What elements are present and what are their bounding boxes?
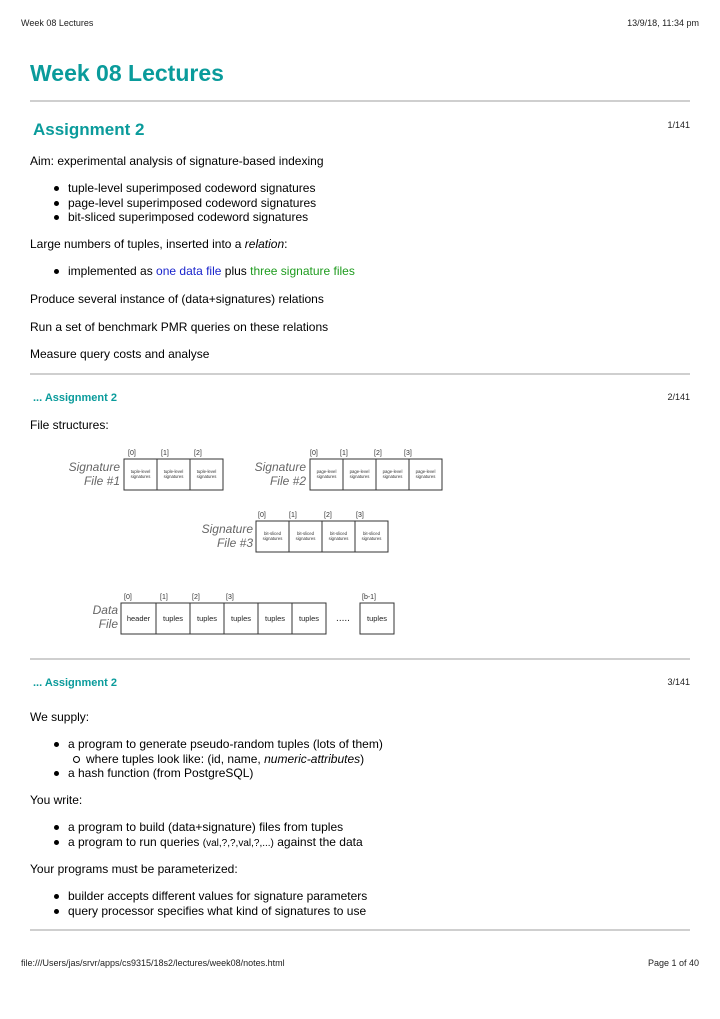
list-item: page-level superimposed codeword signatures bbox=[30, 196, 316, 211]
data-index-3: [3] bbox=[226, 594, 234, 601]
sig1-index-0: [0] bbox=[128, 450, 136, 457]
data-file-highlight: one data file bbox=[156, 264, 222, 278]
write-list bbox=[30, 820, 363, 851]
list-item: a program to generate pseudo-random tuples (lots of them) bbox=[30, 737, 383, 752]
sig1-cell-text: tuple-level bbox=[130, 469, 151, 474]
sig3-index-0: [0] bbox=[258, 512, 266, 519]
sig1-index-1: [1] bbox=[161, 450, 169, 457]
sig3-cell-text: signatures bbox=[262, 536, 283, 541]
list-item: bit-sliced superimposed codeword signatures bbox=[30, 210, 316, 225]
data-ellipsis: ..... bbox=[336, 613, 350, 624]
sig1-cell-text: signatures bbox=[196, 474, 217, 479]
sig2-index-3: [3] bbox=[404, 450, 412, 457]
sig2-index-0: [0] bbox=[310, 450, 318, 457]
data-label-1: Data bbox=[92, 603, 118, 617]
list-item: query processor specifies what kind of signatures to use bbox=[30, 904, 367, 919]
sig2-index-2: [2] bbox=[374, 450, 382, 457]
slide-3-number: 3/141 bbox=[667, 677, 690, 687]
slide-3-title: ... Assignment 2 bbox=[33, 677, 117, 689]
sig1-label-1: Signature bbox=[68, 460, 120, 474]
sig1-index-2: [2] bbox=[194, 450, 202, 457]
divider bbox=[30, 658, 690, 660]
data-label-2: File bbox=[98, 617, 118, 631]
sig3-cell-text: signatures bbox=[361, 536, 382, 541]
sig3-index-3: [3] bbox=[356, 512, 364, 519]
data-cell-tuples: tuples bbox=[298, 614, 320, 623]
sig2-cell-text: signatures bbox=[415, 474, 436, 479]
sig3-index-2: [2] bbox=[324, 512, 332, 519]
sig3-label-1: Signature bbox=[201, 522, 253, 536]
data-index-1: [1] bbox=[160, 594, 168, 601]
data-index-last: [b-1] bbox=[362, 594, 377, 601]
sig2-cell-text: page-level bbox=[382, 469, 403, 474]
divider bbox=[30, 373, 690, 375]
impl-list bbox=[30, 264, 355, 279]
sig3-label-2: File #3 bbox=[216, 536, 253, 550]
list-item: builder accepts different values for signature parameters bbox=[30, 889, 367, 904]
browser-datetime: 13/9/18, 11:34 pm bbox=[627, 18, 699, 28]
produce-text: Produce several instance of (data+signatures) relations bbox=[30, 292, 324, 306]
page-title: Week 08 Lectures bbox=[30, 60, 224, 86]
supply-list bbox=[30, 737, 383, 781]
sig2-label-2: File #2 bbox=[269, 474, 306, 488]
sig1-cell-text: signatures bbox=[163, 474, 184, 479]
you-write-text: You write: bbox=[30, 793, 83, 807]
param-list bbox=[30, 889, 367, 918]
list-item: tuple-level superimposed codeword signatures bbox=[30, 181, 316, 196]
data-index-0: [0] bbox=[124, 594, 132, 601]
sig2-cell-text: signatures bbox=[382, 474, 403, 479]
file-structures-diagram bbox=[68, 445, 436, 640]
data-cell-tuples: tuples bbox=[230, 614, 252, 623]
data-cell-tuples: tuples bbox=[162, 614, 184, 623]
list-item: a hash function (from PostgreSQL) bbox=[30, 766, 383, 781]
we-supply-text: We supply: bbox=[30, 710, 90, 724]
data-cell-tuples: tuples bbox=[264, 614, 286, 623]
sig1-cell-text: signatures bbox=[130, 474, 151, 479]
footer-page-indicator: Page 1 of 40 bbox=[647, 958, 699, 968]
sig1-label-2: File #1 bbox=[83, 474, 120, 488]
data-cell-last: tuples bbox=[366, 614, 388, 623]
slide-1-number: 1/141 bbox=[667, 120, 690, 130]
run-text: Run a set of benchmark PMR queries on these relations bbox=[30, 320, 329, 334]
list-item: a program to build (data+signature) files from tuples bbox=[30, 820, 363, 835]
sig3-cell-text: bit-sliced bbox=[297, 531, 314, 536]
list-item: where tuples look like: (id, name, numeric-attributes) bbox=[30, 752, 383, 767]
large-numbers-text: Large numbers of tuples, inserted into a relation: bbox=[30, 237, 288, 251]
sig2-cell-text: page-level bbox=[349, 469, 370, 474]
signature-files-highlight: three signature files bbox=[250, 264, 355, 278]
data-cell-header: header bbox=[126, 614, 151, 623]
slide-2-title: ... Assignment 2 bbox=[33, 392, 117, 404]
data-index-2: [2] bbox=[192, 594, 200, 601]
list-item: a program to run queries (val,?,?,val,?,...) against the data bbox=[30, 835, 363, 852]
file-structures-text: File structures: bbox=[30, 418, 109, 432]
sig2-cell-text: signatures bbox=[316, 474, 337, 479]
aim-text: Aim: experimental analysis of signature-based indexing bbox=[30, 154, 324, 168]
sig2-cell-text: page-level bbox=[316, 469, 337, 474]
sig2-cell-text: page-level bbox=[415, 469, 436, 474]
parameterized-text: Your programs must be parameterized: bbox=[30, 862, 238, 876]
sig2-label-1: Signature bbox=[254, 460, 306, 474]
sig2-index-1: [1] bbox=[340, 450, 348, 457]
browser-tab-title: Week 08 Lectures bbox=[21, 18, 94, 28]
sig2-cell-text: signatures bbox=[349, 474, 370, 479]
slide-1-title: Assignment 2 bbox=[33, 120, 145, 139]
sig1-cell-text: tuple-level bbox=[196, 469, 217, 474]
divider bbox=[30, 929, 690, 931]
sig1-cell-text: tuple-level bbox=[163, 469, 184, 474]
divider bbox=[30, 100, 690, 102]
sig3-cell-text: signatures bbox=[328, 536, 349, 541]
sig3-cell-text: bit-sliced bbox=[363, 531, 380, 536]
measure-text: Measure query costs and analyse bbox=[30, 347, 210, 361]
sig3-cell-text: bit-sliced bbox=[264, 531, 281, 536]
slide-2-number: 2/141 bbox=[667, 392, 690, 402]
sig3-cell-text: bit-sliced bbox=[330, 531, 347, 536]
footer-file-path: file:///Users/jas/srvr/apps/cs9315/18s2/lectures/week08/notes.html bbox=[21, 958, 285, 968]
list-item: implemented as one data file plus three signature files bbox=[30, 264, 355, 279]
data-cell-tuples: tuples bbox=[196, 614, 218, 623]
aim-list bbox=[30, 181, 316, 225]
sig3-index-1: [1] bbox=[289, 512, 297, 519]
sig3-cell-text: signatures bbox=[295, 536, 316, 541]
